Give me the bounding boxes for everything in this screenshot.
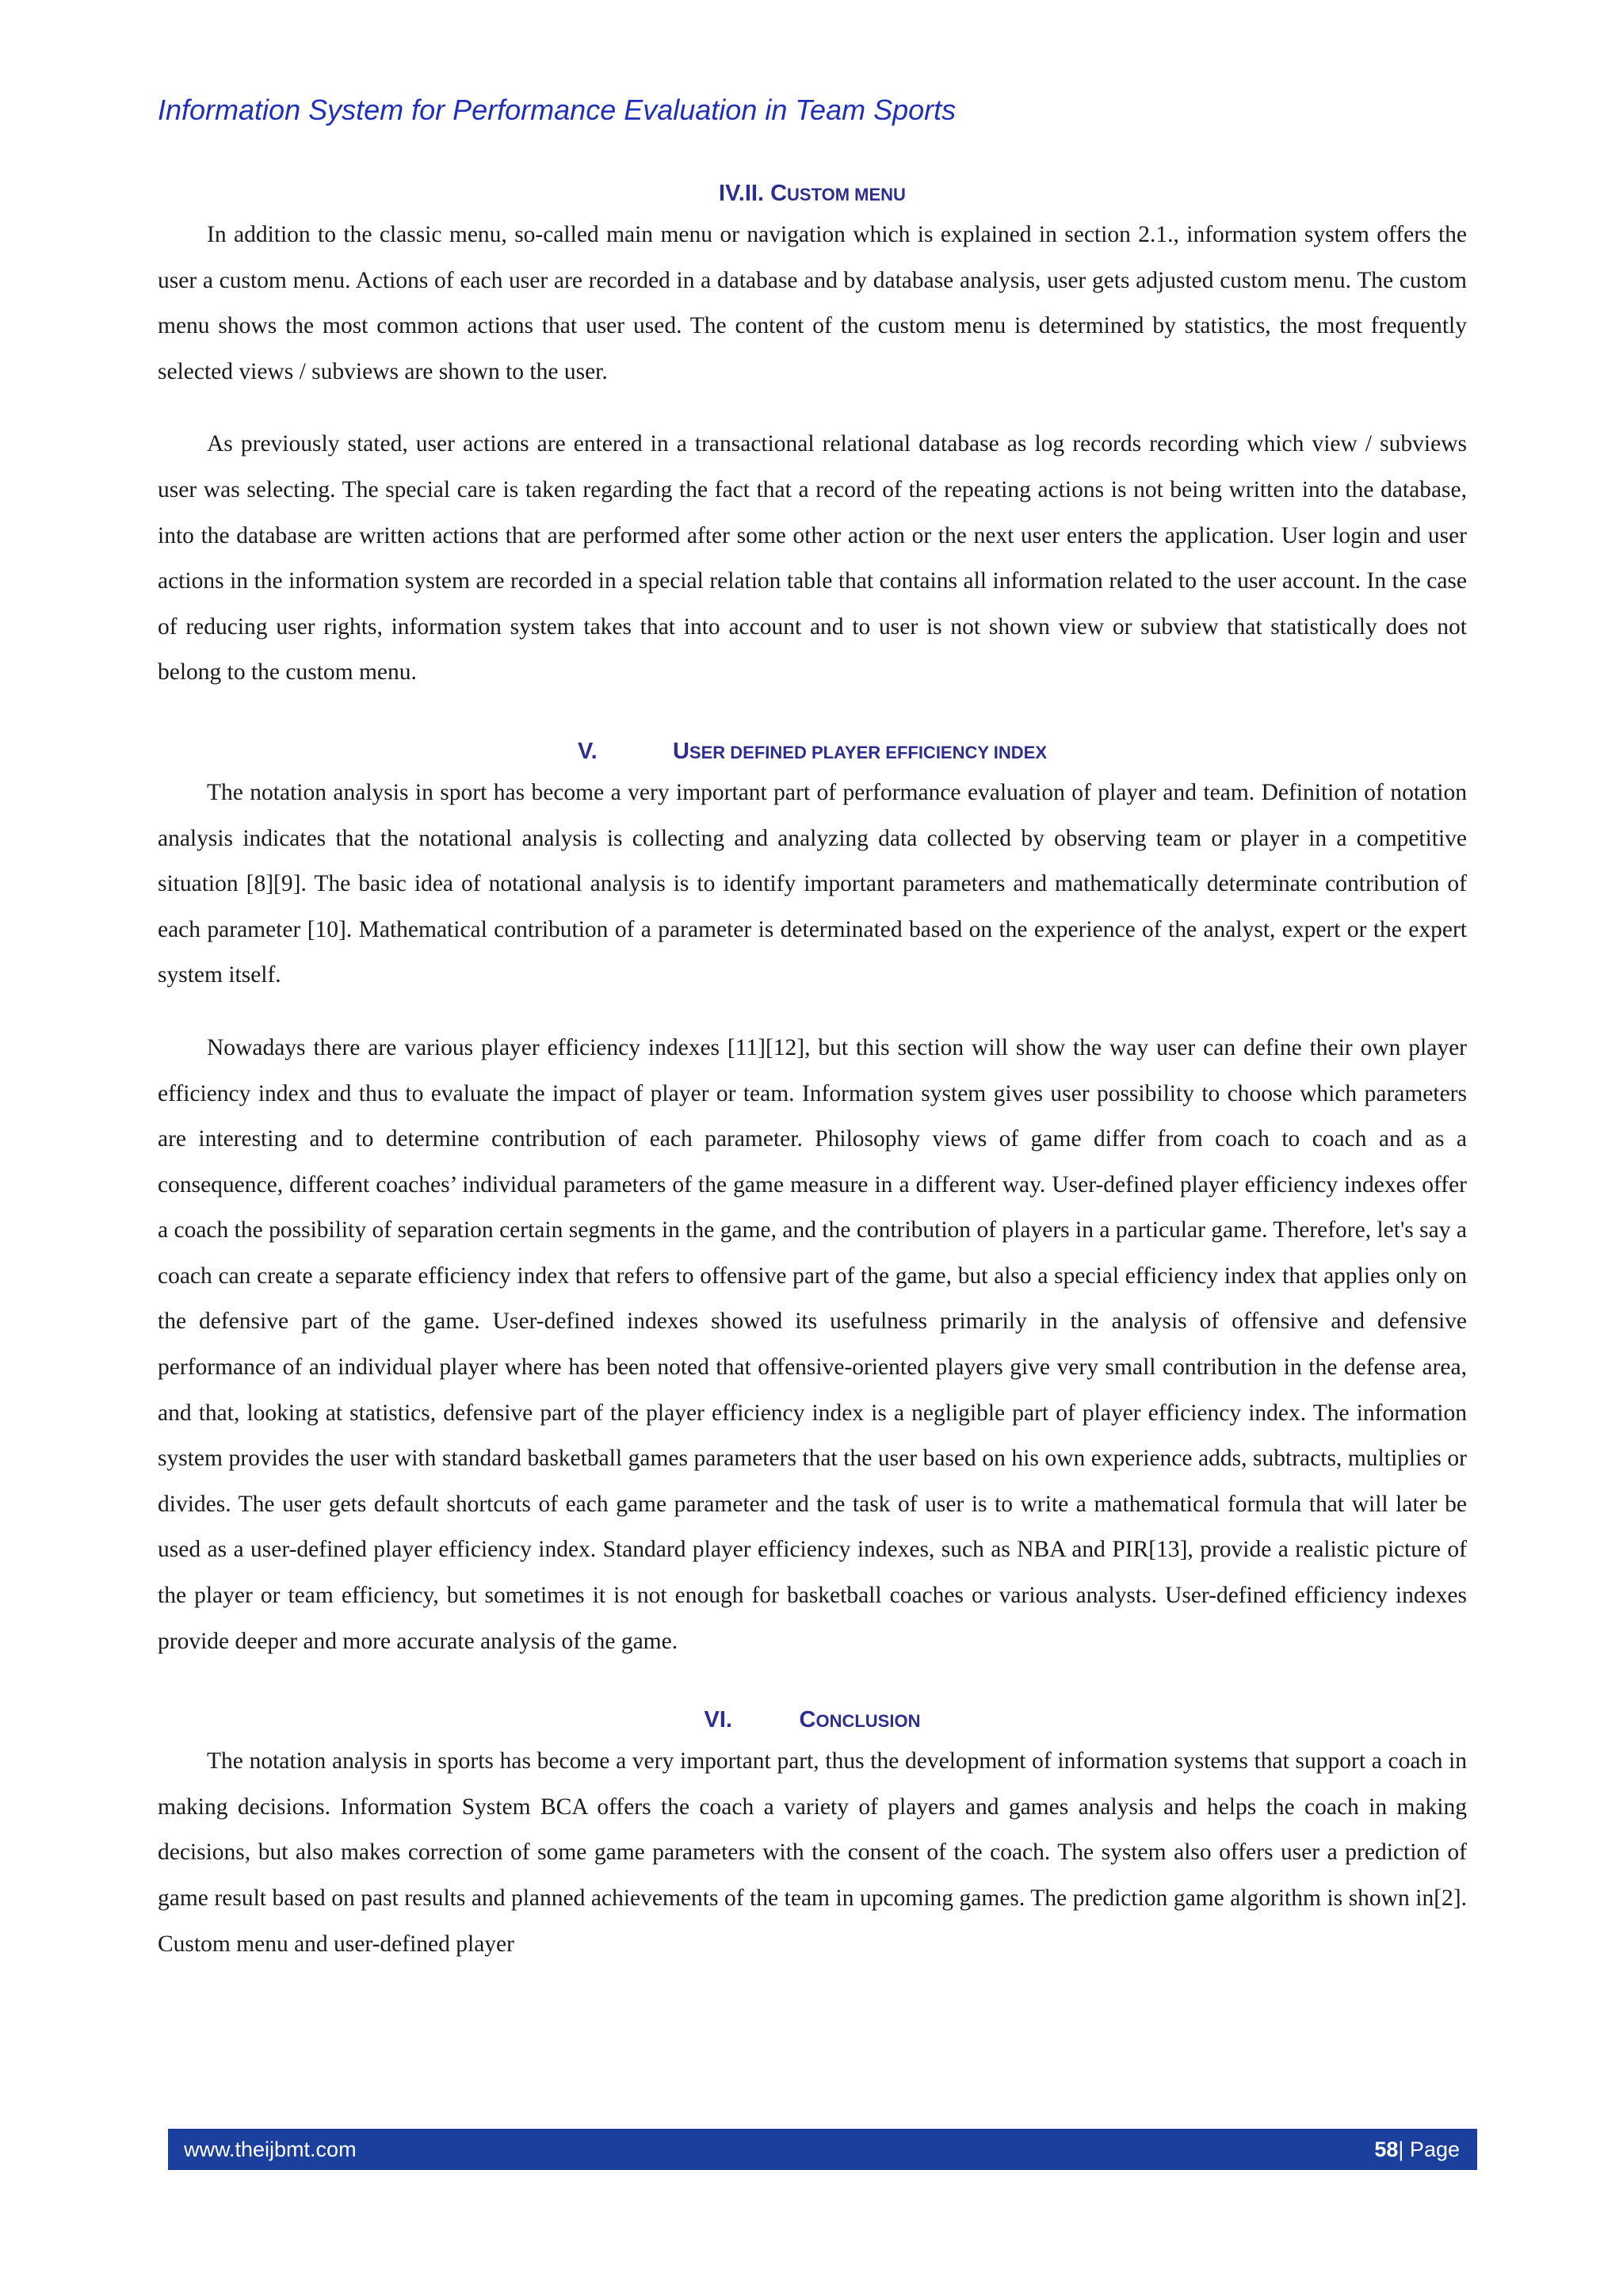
paragraph: The notation analysis in sports has become a very important part, thus the development of information systems that support a coach in making decisions. Information System BCA offers the coach a variety of players and games analysis and helps the coach in making decisions, but also makes correction of some game parameters with the consent of the coach. The system also offers user a prediction of game result based on past results and planned achievements of the team in upcoming games. The prediction game algorithm is shown in[2]. Custom menu and user-defined player <box>158 1748 1467 1957</box>
paragraph: In addition to the classic menu, so-called main menu or navigation which is explained in section 2.1., information system offers the user a custom menu. Actions of each user are recorded in a database and by database analysis, user gets adjusted custom menu. The custom menu shows the most common actions that user used. The content of the custom menu is determined by statistics, the most frequently selected views / subviews are shown to the user. <box>158 222 1467 384</box>
page-label: | Page <box>1398 2137 1460 2161</box>
footer-page-indicator <box>1374 2137 1460 2162</box>
section-title-rest: ONCLUSION <box>815 1711 921 1732</box>
paragraph: As previously stated, user actions are entered in a transactional relational database as log records recording which view / subviews user was selecting. The special care is taken regarding the fact that a record of the repeating actions is not being written into the database, into the database are written actions that are performed after some other action or the next user enters the application. User login and user actions in the information system are recorded in a special relation table that contains all information related to the user account. In the case of reducing user rights, information system takes that into account and to user is not shown view or subview that statistically does not belong to the custom menu. <box>158 431 1467 686</box>
section-title-initial: C <box>770 181 788 206</box>
running-header-title: Information System for Performance Evaluation in Team Sports <box>158 94 957 126</box>
paragraph: Nowadays there are various player efficiency indexes [11][12], but this section will show the way user can define their own player efficiency index and thus to evaluate the impact of player or team. Information system gives user possibility to choose which parameters are interesting and to determine contribution of each parameter. Philosophy views of game differ from coach to coach and as a consequence, different coaches’ individual parameters of the game measure in a different way. User-defined player efficiency indexes offer a coach the possibility of separation certain segments in the game, and the contribution of players in a particular game. Therefore, let's say a coach can create a separate efficiency index that refers to offensive part of the game, but also a special efficiency index that applies only on the defensive part of the game. User-defined indexes showed its usefulness primarily in the analysis of offensive and defensive performance of an individual player where has been noted that offensive-oriented players give very small contribution in the defense area, and that, looking at statistics, defensive part of the player efficiency index is a negligible part of player efficiency index. The information system provides the user with standard basketball games parameters that the user based on his own experience adds, subtracts, multiplies or divides. The user gets default shortcuts of each game parameter and the task of user is to write a mathematical formula that will later be used as a user-defined player efficiency index. Standard player efficiency indexes, such as NBA and PIR[13], provide a realistic picture of the player or team efficiency, but sometimes it is not enough for basketball coaches or various analysts. User-defined efficiency indexes provide deeper and more accurate analysis of the game. <box>158 1034 1467 1654</box>
section-title-initial: U <box>672 738 689 764</box>
section-heading-efficiency-index <box>158 734 1467 770</box>
section-number: V. <box>577 738 598 764</box>
section-title-rest: USTOM MENU <box>787 185 906 204</box>
page-body <box>158 176 1467 1967</box>
section-title-rest: SER DEFINED PLAYER EFFICIENCY INDEX <box>689 742 1048 762</box>
section-heading-conclusion <box>158 1702 1467 1739</box>
section-number: VI. <box>704 1707 732 1733</box>
footer-website-link[interactable]: www.theijbmt.com <box>184 2137 357 2161</box>
section-title-initial: C <box>799 1707 816 1733</box>
footer-bar <box>168 2129 1477 2170</box>
paragraph: The notation analysis in sport has become a very important part of performance evaluation of player and team. Definition of notation analysis indicates that the notational analysis is collecting and analyzing data collected by observing team or player in a competitive situation [8][9]. The basic idea of notational analysis is to identify important parameters and mathematically determinate contribution of each parameter [10]. Mathematical contribution of a parameter is determinated based on the experience of the analyst, expert or the expert system itself. <box>158 779 1467 988</box>
section-number: IV.II. <box>719 181 764 206</box>
section-heading-custom-menu <box>158 176 1467 212</box>
page-number: 58 <box>1374 2137 1399 2161</box>
